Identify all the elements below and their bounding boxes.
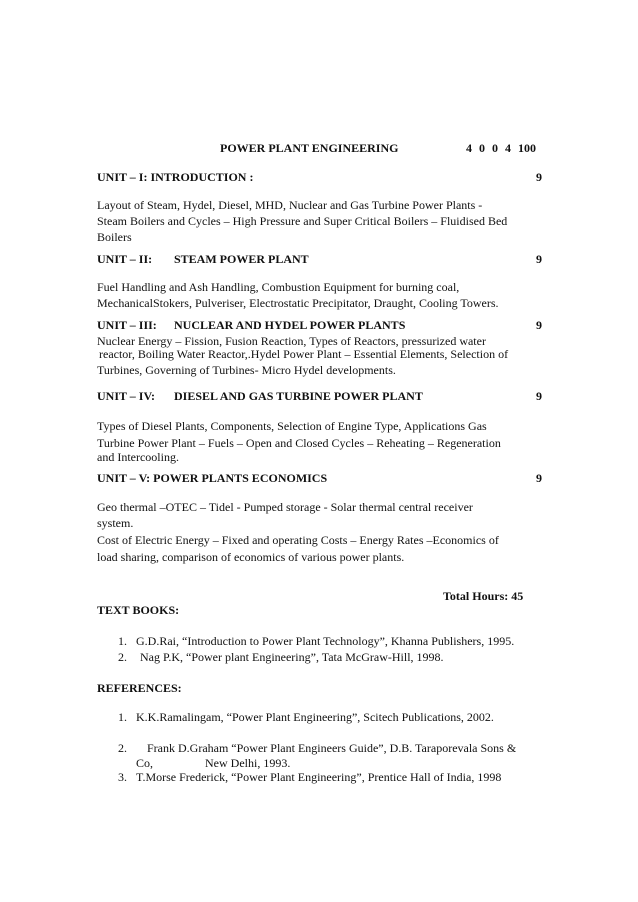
- unit-5-line: Geo thermal –OTEC – Tidel - Pumped storage - Solar thermal central receiver: [97, 500, 473, 514]
- unit-2-line: MechanicalStokers, Pulveriser, Electrostatic Precipitator, Draught, Cooling Towers.: [97, 296, 499, 310]
- reference-number: 2.: [118, 741, 127, 755]
- total-hours: Total Hours: 45: [443, 589, 524, 603]
- unit-3-label: UNIT – III:: [97, 318, 157, 332]
- unit-2-line: Fuel Handling and Ash Handling, Combustion Equipment for burning coal,: [97, 280, 460, 294]
- unit-2-heading: STEAM POWER PLANT: [174, 252, 309, 266]
- unit-2-hours: 9: [536, 252, 542, 266]
- text-book-item: G.D.Rai, “Introduction to Power Plant Technology”, Khanna Publishers, 1995.: [136, 634, 515, 648]
- unit-4-label: UNIT – IV:: [97, 389, 156, 403]
- unit-5-line: Cost of Electric Energy – Fixed and operating Costs – Energy Rates –Economics of: [97, 533, 499, 547]
- reference-number: 1.: [118, 710, 127, 724]
- reference-item: K.K.Ramalingam, “Power Plant Engineering”, Scitech Publications, 2002.: [136, 710, 494, 724]
- unit-4-line: and Intercooling.: [97, 450, 179, 464]
- unit-3-hours: 9: [536, 318, 542, 332]
- unit-5-line: load sharing, comparison of economics of various power plants.: [97, 550, 405, 564]
- unit-1-heading: UNIT – I: INTRODUCTION :: [97, 170, 254, 184]
- unit-3-line: reactor, Boiling Water Reactor,.Hydel Power Plant – Essential Elements, Selection of: [99, 347, 509, 361]
- unit-3-line: Turbines, Governing of Turbines- Micro Hydel developments.: [97, 363, 396, 377]
- text-book-number: 1.: [118, 634, 127, 648]
- unit-5-hours: 9: [536, 471, 542, 485]
- unit-4-heading: DIESEL AND GAS TURBINE POWER PLANT: [174, 389, 423, 403]
- unit-3-heading: NUCLEAR AND HYDEL POWER PLANTS: [174, 318, 406, 332]
- course-title: POWER PLANT ENGINEERING: [220, 141, 399, 155]
- text-book-number: 2.: [118, 650, 127, 664]
- unit-1-line: Boilers: [97, 230, 132, 244]
- text-book-item: Nag P.K, “Power plant Engineering”, Tata McGraw-Hill, 1998.: [140, 650, 444, 664]
- unit-1-line: Steam Boilers and Cycles – High Pressure and Super Critical Boilers – Fluidised Bed: [97, 214, 508, 228]
- reference-item-continuation: New Delhi, 1993.: [205, 756, 291, 770]
- unit-1-hours: 9: [536, 170, 542, 184]
- unit-4-line: Turbine Power Plant – Fuels – Open and Closed Cycles – Reheating – Regeneration: [97, 436, 501, 450]
- references-heading: REFERENCES:: [97, 681, 182, 695]
- unit-5-heading: UNIT – V: POWER PLANTS ECONOMICS: [97, 471, 328, 485]
- unit-5-line: system.: [97, 516, 134, 530]
- unit-4-line: Types of Diesel Plants, Components, Selection of Engine Type, Applications Gas: [97, 419, 487, 433]
- reference-item: Frank D.Graham “Power Plant Engineers Guide”, D.B. Taraporevala Sons &: [147, 741, 517, 755]
- course-credits: 4 0 0 4 100: [466, 141, 536, 155]
- text-books-heading: TEXT BOOKS:: [97, 603, 180, 617]
- unit-2-label: UNIT – II:: [97, 252, 153, 266]
- unit-3-line: Nuclear Energy – Fission, Fusion Reaction, Types of Reactors, pressurized water: [97, 334, 486, 348]
- reference-item-continuation: Co,: [136, 756, 154, 770]
- reference-number: 3.: [118, 770, 127, 784]
- unit-4-hours: 9: [536, 389, 542, 403]
- unit-1-line: Layout of Steam, Hydel, Diesel, MHD, Nuclear and Gas Turbine Power Plants -: [97, 198, 483, 212]
- reference-item: T.Morse Frederick, “Power Plant Engineering”, Prentice Hall of India, 1998: [136, 770, 502, 784]
